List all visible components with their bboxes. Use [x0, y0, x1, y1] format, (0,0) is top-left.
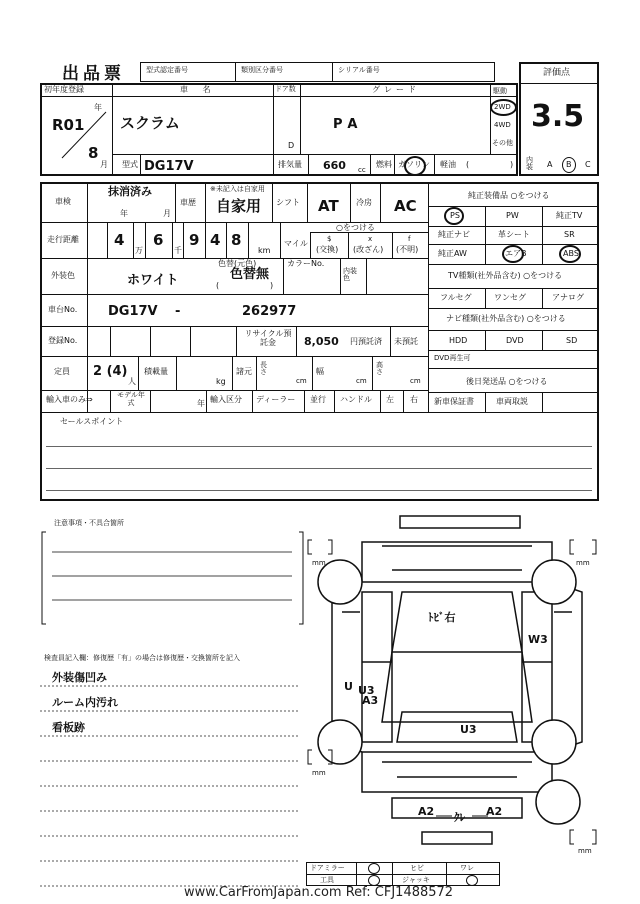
- chassis-prefix: DG17V: [108, 304, 158, 319]
- equip-ps-circle: [444, 207, 464, 225]
- grade-value: PA: [333, 117, 364, 132]
- inspection-value: 抹消済み: [108, 185, 152, 198]
- doors-value: D: [288, 141, 295, 150]
- header-id-strip: [140, 62, 495, 82]
- damage-mark-dash: [434, 812, 494, 820]
- equip-abs: ABS: [563, 249, 579, 258]
- doors-label: ドア数: [275, 85, 296, 93]
- history-value: 自家用: [216, 197, 262, 215]
- model-value: DG17V: [144, 159, 194, 174]
- note-entry-1: 外装傷凹み: [52, 671, 107, 684]
- grade-label: グレード: [372, 85, 420, 94]
- rating-label: 評価点: [543, 68, 571, 78]
- car-name-label: 車 名: [180, 85, 217, 94]
- first-reg-year: R01: [52, 116, 85, 134]
- displacement-value: 660: [323, 159, 346, 172]
- damage-mark-crane: ｸﾚ: [454, 811, 465, 824]
- fuel-gasoline-circle: [404, 156, 426, 176]
- interior-b-circle: [562, 157, 576, 173]
- legend-jack-circle: [466, 875, 478, 886]
- equip-ps: PS: [450, 211, 460, 220]
- first-reg-label: 初年度登録: [44, 85, 84, 94]
- drive-2wd: 2WD: [494, 103, 511, 111]
- damage-mark-a2-left: A2: [418, 805, 435, 818]
- recycle-value: 8,050: [304, 335, 339, 348]
- car-name-value: スクラム: [120, 114, 180, 132]
- damage-mark-fender: ﾄﾋﾞ右: [428, 611, 456, 624]
- equip-airbag: エアB: [505, 249, 527, 258]
- drive-2wd-circle: [490, 99, 517, 116]
- caution-label: 注意事項・不具合箇所: [54, 519, 124, 527]
- equip-airbag-circle: [502, 245, 524, 263]
- damage-mark-u: U: [344, 680, 353, 693]
- shift-value: AT: [318, 197, 339, 215]
- mileage-digit-4: 4: [210, 231, 221, 249]
- sales-point-label: セールスポイント: [60, 417, 124, 426]
- watermark: www.CarFromJapan.com Ref: CFJ1488572: [184, 885, 454, 900]
- mileage-digit-3: 9: [189, 231, 200, 249]
- cert-no-label: 型式認定番号: [146, 66, 188, 74]
- legend-mirror-circle: [368, 863, 380, 874]
- damage-mark-u3-a: U3: [358, 684, 375, 697]
- caution-box: [40, 528, 305, 628]
- fuel-gasoline: ガソリン: [398, 160, 430, 169]
- exterior-color-value: ホワイト: [127, 273, 179, 288]
- capacity-value: 2 (4): [93, 364, 128, 379]
- first-reg-month: 8: [88, 144, 99, 162]
- form-title: 出品票: [62, 64, 125, 84]
- class-no-label: 類別区分番号: [241, 66, 283, 74]
- inspector-label: 検査員記入欄：修復歴「有」の場合は修復歴・交換箇所を記入: [44, 654, 240, 662]
- mileage-digit-2: 6: [153, 231, 164, 249]
- serial-label: シリアル番号: [338, 66, 380, 74]
- rating-value: 3.5: [531, 99, 585, 134]
- repaint-value: 色替無: [230, 267, 270, 282]
- chassis-number: 262977: [242, 304, 297, 319]
- ac-value: AC: [394, 197, 417, 215]
- note-entry-2: ルーム内汚れ: [52, 696, 118, 709]
- damage-mark-a2-right: A2: [486, 805, 503, 818]
- note-entry-3: 看板跡: [52, 721, 85, 734]
- mileage-digit-1: 4: [114, 231, 125, 249]
- inspector-lines: [40, 684, 302, 894]
- drive-label: 駆動: [493, 87, 507, 95]
- equip-abs-circle: [559, 245, 581, 263]
- mileage-digit-5: 8: [231, 231, 242, 249]
- damage-mark-w3: W3: [528, 633, 548, 646]
- damage-mark-u3-b: U3: [460, 723, 477, 736]
- damage-mark-a3: A3: [362, 694, 379, 707]
